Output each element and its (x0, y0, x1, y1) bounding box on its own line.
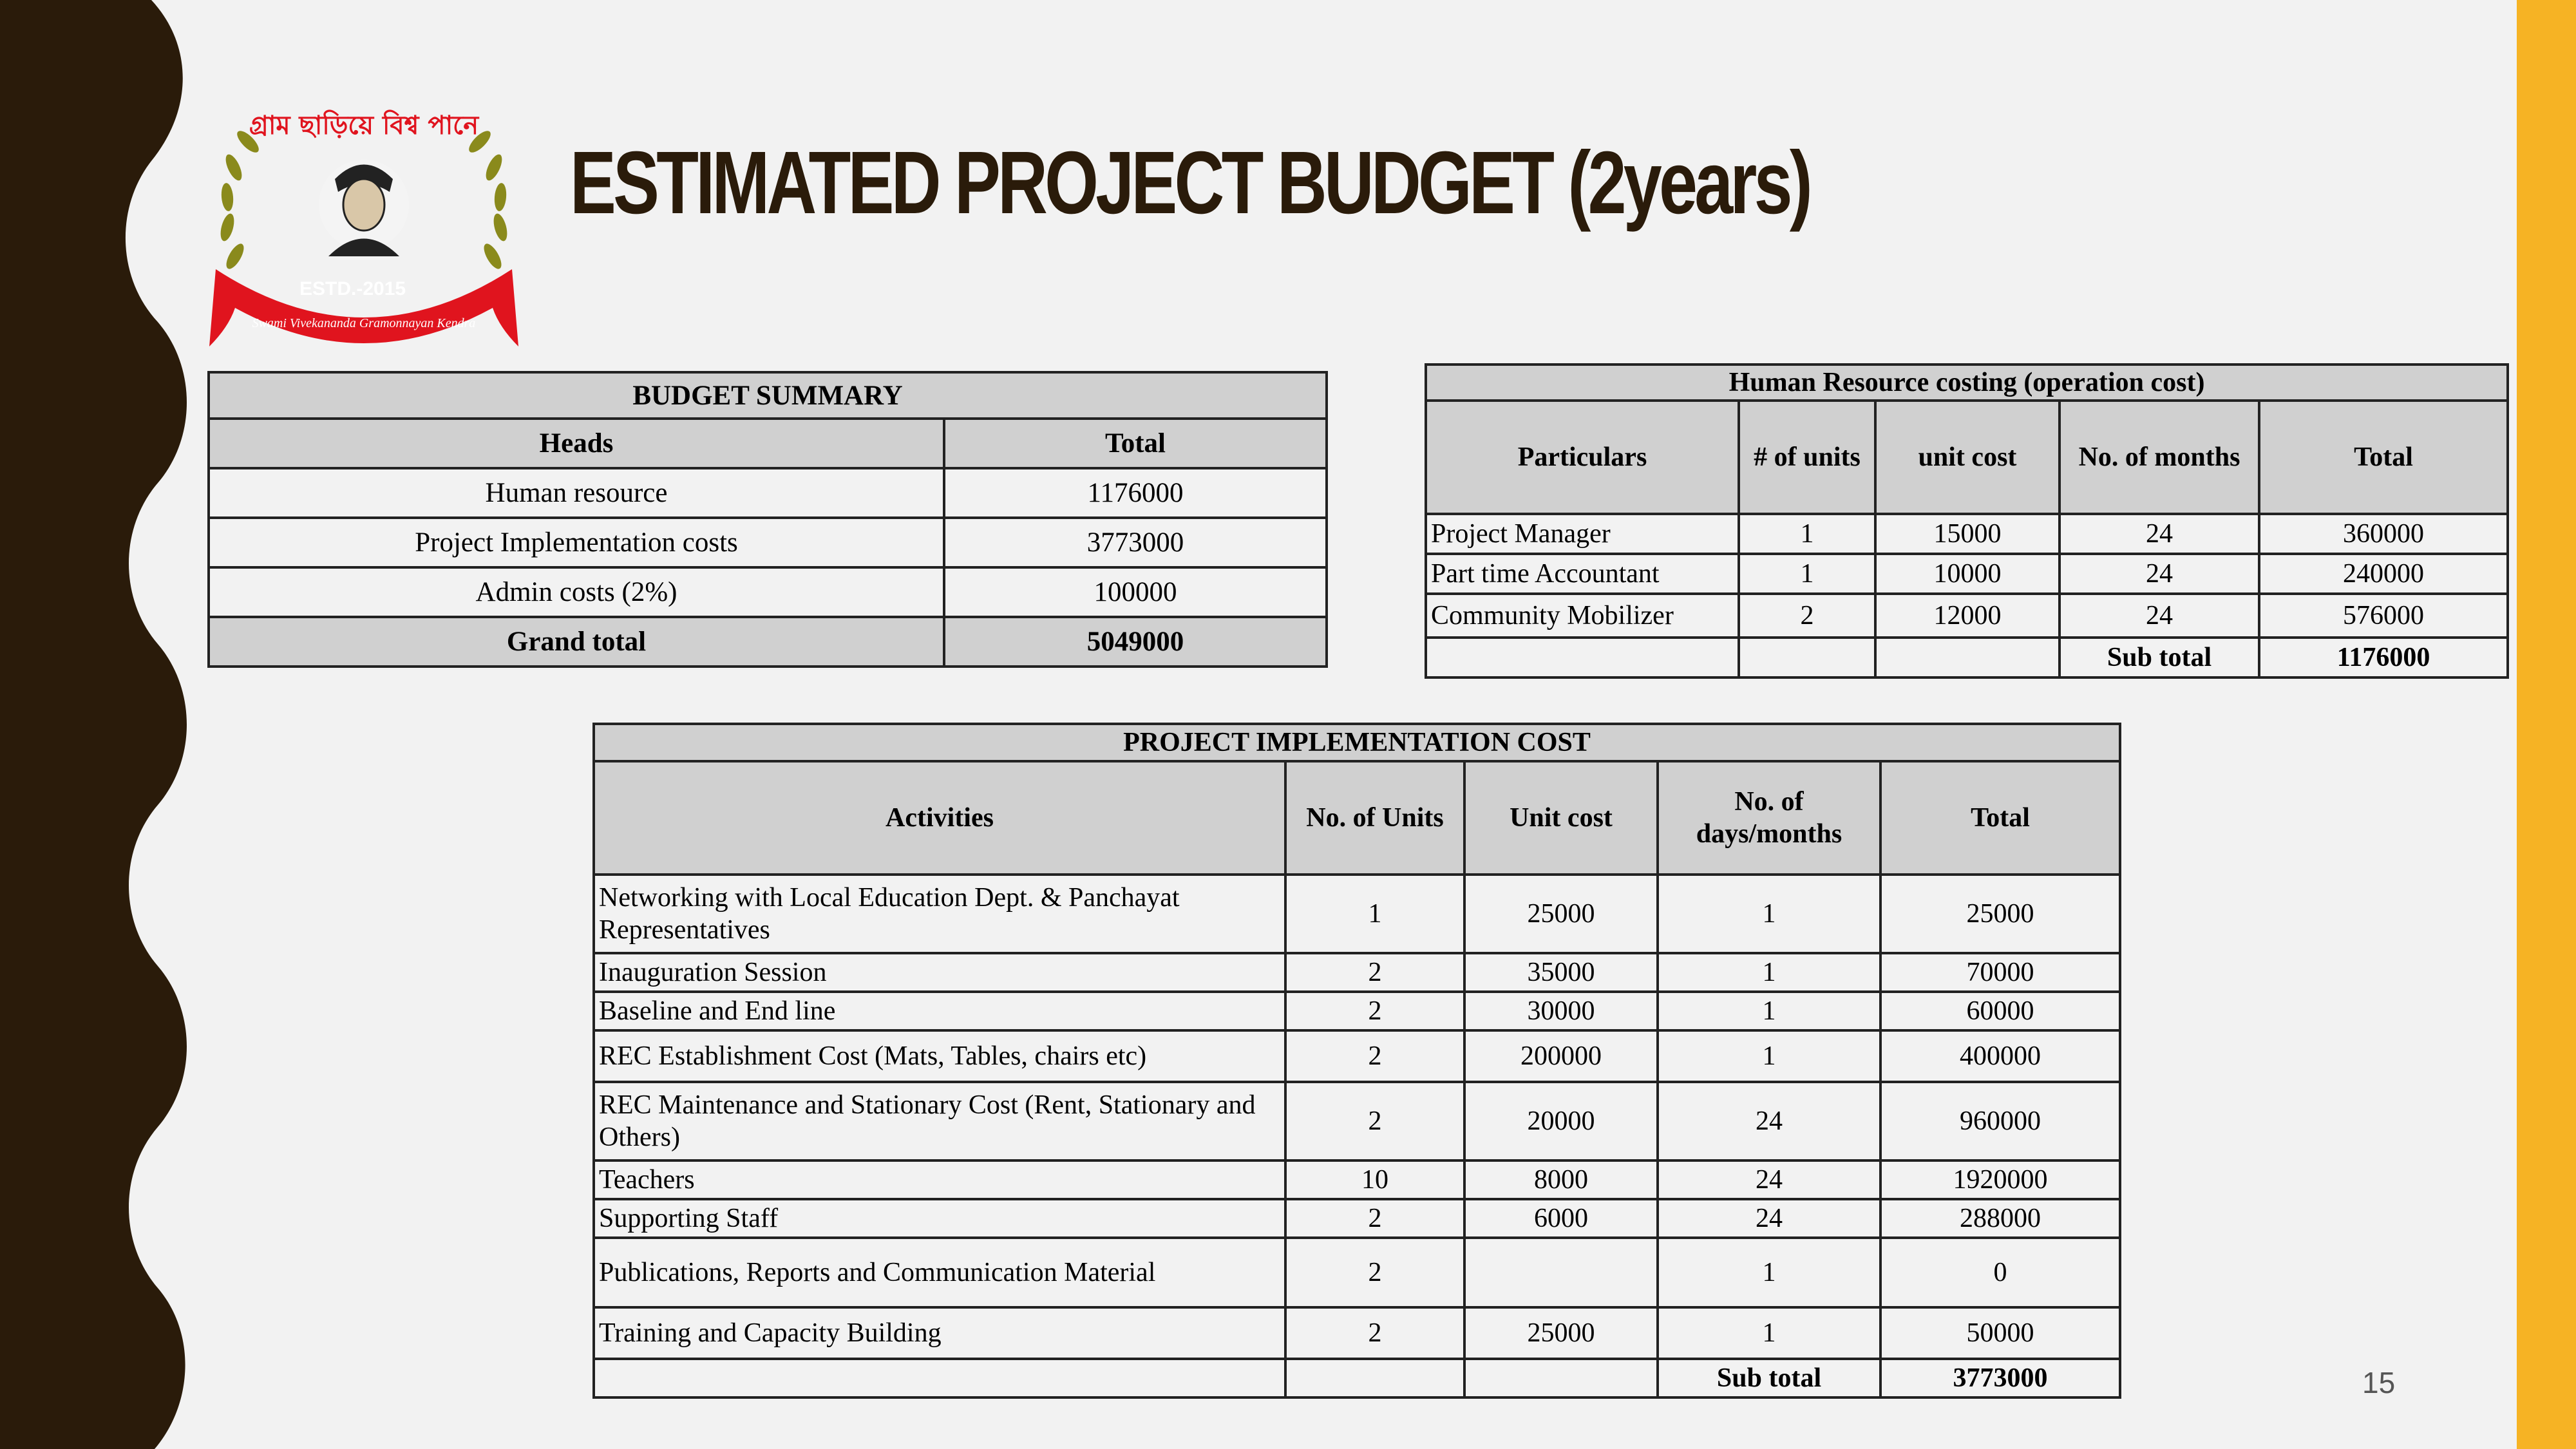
table-row (594, 1082, 2120, 1160)
cell (1875, 638, 2060, 677)
page-number: 15 (2362, 1366, 2396, 1399)
column-header: # of units (1739, 401, 1875, 514)
table-row (594, 953, 2120, 992)
column-header: Particulars (1426, 401, 1739, 514)
cell: 24 (2060, 554, 2259, 594)
cell: 50000 (1880, 1307, 2120, 1359)
table-row (594, 875, 2120, 953)
cell: 15000 (1875, 514, 2060, 554)
cell: 200000 (1464, 1030, 1658, 1082)
cell: 3773000 (944, 518, 1327, 567)
cell: 400000 (1880, 1030, 2120, 1082)
cell: 1 (1658, 1307, 1880, 1359)
cell: Teachers (594, 1160, 1285, 1199)
cell: 2 (1285, 1307, 1464, 1359)
cell: 1 (1658, 1030, 1880, 1082)
cell: 70000 (1880, 953, 2120, 992)
cell (1464, 1359, 1658, 1397)
cell: 25000 (1464, 875, 1658, 953)
column-header: No. of days/months (1658, 761, 1880, 875)
cell: 24 (1658, 1199, 1880, 1238)
hr-costing-title: Human Resource costing (operation cost) (1426, 365, 2508, 401)
cell: REC Establishment Cost (Mats, Tables, chairs etc) (594, 1030, 1285, 1082)
cell: 25000 (1880, 875, 2120, 953)
cell: 6000 (1464, 1199, 1658, 1238)
cell: 240000 (2259, 554, 2508, 594)
cell (1739, 638, 1875, 677)
table-row (594, 1307, 2120, 1359)
cell: 24 (2060, 514, 2259, 554)
table-row (594, 1030, 2120, 1082)
implementation-cost-table (592, 723, 2121, 1399)
subtotal-value: 3773000 (1880, 1359, 2120, 1397)
cell: Human resource (209, 468, 944, 518)
cell: Inauguration Session (594, 953, 1285, 992)
cell: 960000 (1880, 1082, 2120, 1160)
svg-text:Swami Vivekananda Gramonnayan: Swami Vivekananda Gramonnayan Kendra (252, 316, 476, 330)
column-header: Unit cost (1464, 761, 1658, 875)
cell: 30000 (1464, 992, 1658, 1030)
table-row (1426, 594, 2508, 638)
column-header: unit cost (1875, 401, 2060, 514)
cell: 576000 (2259, 594, 2508, 638)
hr-costing-table (1425, 363, 2509, 679)
cell: 2 (1285, 1238, 1464, 1307)
cell (1285, 1359, 1464, 1397)
table-row (209, 518, 1327, 567)
cell: 20000 (1464, 1082, 1658, 1160)
cell: 1 (1658, 953, 1880, 992)
cell: 12000 (1875, 594, 2060, 638)
cell: 2 (1285, 1199, 1464, 1238)
cell: Community Mobilizer (1426, 594, 1739, 638)
subtotal-value: 1176000 (2259, 638, 2508, 677)
svg-text:ESTD.-2015: ESTD.-2015 (299, 278, 406, 299)
cell (594, 1359, 1285, 1397)
cell: 1920000 (1880, 1160, 2120, 1199)
cell (1464, 1238, 1658, 1307)
subtotal-row (1426, 638, 2508, 677)
cell: 1 (1739, 554, 1875, 594)
table-row (594, 1160, 2120, 1199)
table-row (209, 468, 1327, 518)
column-header: Activities (594, 761, 1285, 875)
subtotal-row (594, 1359, 2120, 1397)
cell: 1 (1658, 992, 1880, 1030)
implementation-cost-title: PROJECT IMPLEMENTATION COST (594, 724, 2120, 761)
column-header: Total (1880, 761, 2120, 875)
cell: Publications, Reports and Communication Material (594, 1238, 1285, 1307)
cell: Baseline and End line (594, 992, 1285, 1030)
budget-summary-table (207, 371, 1328, 668)
grand-total-label: Grand total (209, 617, 944, 667)
subtotal-label: Sub total (1658, 1359, 1880, 1397)
cell: Training and Capacity Building (594, 1307, 1285, 1359)
cell: 10000 (1875, 554, 2060, 594)
cell: 24 (1658, 1082, 1880, 1160)
organization-logo (196, 95, 531, 366)
cell: 35000 (1464, 953, 1658, 992)
table-row (209, 567, 1327, 617)
cell: Networking with Local Education Dept. & Panchayat Representatives (594, 875, 1285, 953)
cell: Supporting Staff (594, 1199, 1285, 1238)
grand-total-row (209, 617, 1327, 667)
table-row (594, 1199, 2120, 1238)
table-row (594, 992, 2120, 1030)
cell: 24 (2060, 594, 2259, 638)
grand-total-value: 5049000 (944, 617, 1327, 667)
left-wave-border (0, 0, 193, 1449)
table-row (1426, 514, 2508, 554)
cell: 1176000 (944, 468, 1327, 518)
right-accent-bar (2517, 0, 2576, 1449)
cell: 2 (1285, 1082, 1464, 1160)
cell: Project Implementation costs (209, 518, 944, 567)
column-header: Total (944, 419, 1327, 468)
cell: 288000 (1880, 1199, 2120, 1238)
table-row (594, 1238, 2120, 1307)
cell: 2 (1739, 594, 1875, 638)
budget-summary-title: BUDGET SUMMARY (209, 372, 1327, 419)
cell: Part time Accountant (1426, 554, 1739, 594)
table-row (1426, 554, 2508, 594)
cell: 360000 (2259, 514, 2508, 554)
cell: REC Maintenance and Stationary Cost (Rent, Stationary and Others) (594, 1082, 1285, 1160)
cell: Project Manager (1426, 514, 1739, 554)
cell: 2 (1285, 1030, 1464, 1082)
cell: 24 (1658, 1160, 1880, 1199)
cell: 25000 (1464, 1307, 1658, 1359)
cell: 1 (1739, 514, 1875, 554)
svg-text:গ্রাম ছাড়িয়ে বিশ্ব পানে: গ্রাম ছাড়িয়ে বিশ্ব পানে (249, 111, 479, 140)
column-header: No. of Units (1285, 761, 1464, 875)
page-title: ESTIMATED PROJECT BUDGET (2years) (570, 133, 1810, 232)
cell: 1 (1285, 875, 1464, 953)
cell: 10 (1285, 1160, 1464, 1199)
cell: 2 (1285, 953, 1464, 992)
column-header: Heads (209, 419, 944, 468)
cell: 8000 (1464, 1160, 1658, 1199)
cell: 0 (1880, 1238, 2120, 1307)
cell: 100000 (944, 567, 1327, 617)
column-header: Total (2259, 401, 2508, 514)
cell: 1 (1658, 1238, 1880, 1307)
cell: 1 (1658, 875, 1880, 953)
cell: Admin costs (2%) (209, 567, 944, 617)
subtotal-label: Sub total (2060, 638, 2259, 677)
column-header: No. of months (2060, 401, 2259, 514)
cell: 60000 (1880, 992, 2120, 1030)
cell: 2 (1285, 992, 1464, 1030)
cell (1426, 638, 1739, 677)
